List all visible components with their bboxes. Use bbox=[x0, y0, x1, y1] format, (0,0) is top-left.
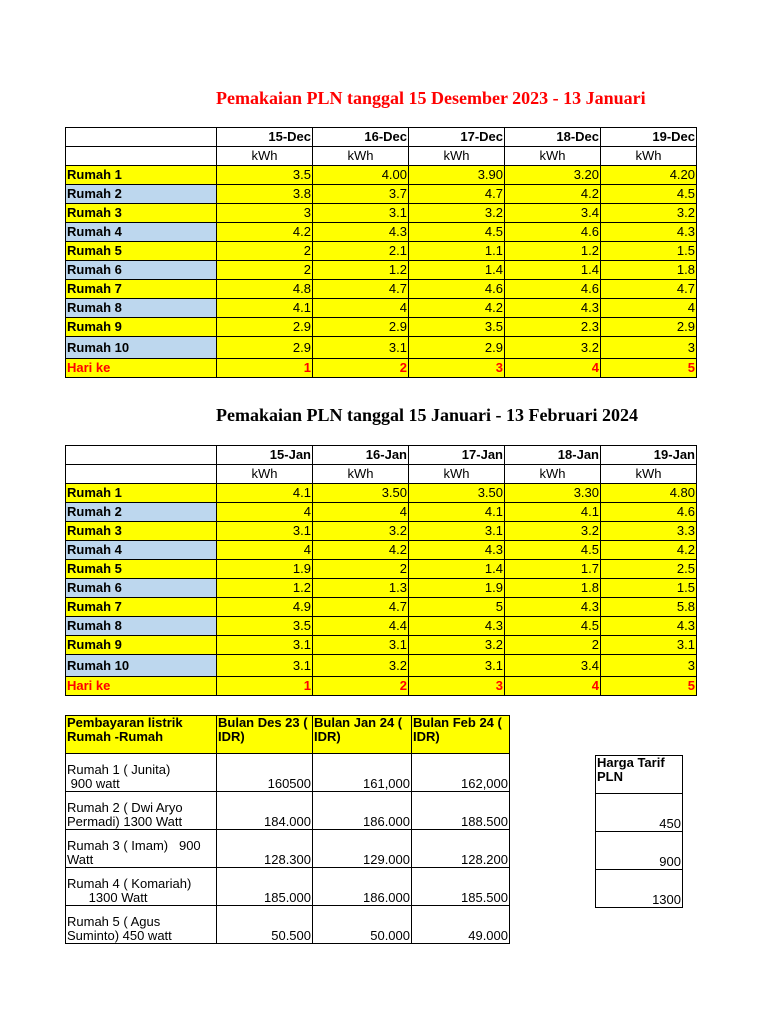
payment-value: 50.000 bbox=[313, 906, 412, 944]
tariff-header bbox=[596, 756, 683, 794]
tariff-header-line2: PLN bbox=[597, 769, 623, 784]
kwh-value: 3.2 bbox=[505, 337, 601, 359]
kwh-value: 1.8 bbox=[601, 261, 697, 280]
kwh-value: 3.3 bbox=[601, 522, 697, 541]
row-label: Rumah 5 bbox=[66, 560, 217, 579]
payment-header-row bbox=[66, 716, 510, 754]
kwh-value: 3.2 bbox=[313, 522, 409, 541]
payment-value: 186.000 bbox=[313, 792, 412, 830]
kwh-value: 2.9 bbox=[217, 318, 313, 337]
kwh-value: 4.7 bbox=[313, 598, 409, 617]
date-header: 19-Jan bbox=[601, 446, 697, 465]
house-label-cell bbox=[66, 754, 217, 792]
kwh-value: 2 bbox=[505, 636, 601, 655]
kwh-value: 3.2 bbox=[409, 204, 505, 223]
row-label: Rumah 10 bbox=[66, 337, 217, 359]
table-row bbox=[66, 868, 510, 906]
kwh-value: 1.8 bbox=[505, 579, 601, 598]
kwh-value: 4.3 bbox=[409, 617, 505, 636]
kwh-value: 3.5 bbox=[409, 318, 505, 337]
unit-cell: kWh bbox=[505, 147, 601, 166]
kwh-value: 1.3 bbox=[313, 579, 409, 598]
kwh-value: 4.20 bbox=[601, 166, 697, 185]
house-watt: 900 watt bbox=[67, 776, 120, 791]
kwh-value: 2.9 bbox=[409, 337, 505, 359]
kwh-value: 5.8 bbox=[601, 598, 697, 617]
kwh-value: 4.2 bbox=[409, 299, 505, 318]
table-row bbox=[66, 560, 697, 579]
payment-header: Bulan Jan 24 ( IDR) bbox=[313, 716, 412, 754]
kwh-value: 4.3 bbox=[505, 598, 601, 617]
kwh-value: 4 bbox=[217, 541, 313, 560]
row-label: Rumah 7 bbox=[66, 280, 217, 299]
date-header: 18-Dec bbox=[505, 128, 601, 147]
kwh-value: 3.1 bbox=[313, 204, 409, 223]
kwh-value: 4.7 bbox=[313, 280, 409, 299]
kwh-value: 4.6 bbox=[505, 223, 601, 242]
row-label: Rumah 9 bbox=[66, 636, 217, 655]
house-label-cell bbox=[66, 906, 217, 944]
table-row bbox=[66, 261, 697, 280]
kwh-value: 4.3 bbox=[313, 223, 409, 242]
kwh-value: 1.2 bbox=[217, 579, 313, 598]
table-row bbox=[66, 617, 697, 636]
table-row bbox=[66, 318, 697, 337]
unit-cell: kWh bbox=[217, 465, 313, 484]
date-header: 16-Dec bbox=[313, 128, 409, 147]
table-row bbox=[66, 655, 697, 677]
table-row bbox=[66, 337, 697, 359]
kwh-value: 4.2 bbox=[505, 185, 601, 204]
unit-row bbox=[66, 465, 697, 484]
date-header-row bbox=[66, 446, 697, 465]
day-number: 4 bbox=[505, 359, 601, 378]
kwh-value: 3.4 bbox=[505, 655, 601, 677]
corner-cell bbox=[66, 446, 217, 465]
kwh-value: 4 bbox=[217, 503, 313, 522]
blank-cell bbox=[66, 147, 217, 166]
table-row bbox=[66, 242, 697, 261]
kwh-value: 3.1 bbox=[601, 636, 697, 655]
kwh-value: 1.1 bbox=[409, 242, 505, 261]
unit-cell: kWh bbox=[601, 147, 697, 166]
tariff-header-row bbox=[596, 756, 683, 794]
kwh-value: 4.1 bbox=[217, 299, 313, 318]
kwh-value: 4.1 bbox=[505, 503, 601, 522]
table-row bbox=[66, 579, 697, 598]
kwh-value: 4.2 bbox=[601, 541, 697, 560]
day-number: 3 bbox=[409, 677, 505, 696]
section1-title: Pemakaian PLN tanggal 15 Desember 2023 - 13 Januari bbox=[216, 88, 646, 108]
kwh-value: 3.20 bbox=[505, 166, 601, 185]
kwh-value: 3.2 bbox=[313, 655, 409, 677]
date-header: 17-Dec bbox=[409, 128, 505, 147]
tariff-value: 1300 bbox=[596, 870, 683, 908]
house-label-cell bbox=[66, 868, 217, 906]
kwh-value: 3.90 bbox=[409, 166, 505, 185]
kwh-value: 4.5 bbox=[409, 223, 505, 242]
kwh-value: 4.8 bbox=[217, 280, 313, 299]
table-row bbox=[66, 792, 510, 830]
table-row bbox=[66, 522, 697, 541]
kwh-value: 4.4 bbox=[313, 617, 409, 636]
payment-value: 185.000 bbox=[217, 868, 313, 906]
kwh-value: 3.4 bbox=[505, 204, 601, 223]
kwh-value: 4.3 bbox=[505, 299, 601, 318]
payment-value: 128.300 bbox=[217, 830, 313, 868]
row-label: Rumah 5 bbox=[66, 242, 217, 261]
table-row bbox=[66, 503, 697, 522]
kwh-value: 3.30 bbox=[505, 484, 601, 503]
house-label-cell bbox=[66, 792, 217, 830]
kwh-value: 4.3 bbox=[601, 223, 697, 242]
kwh-value: 1.4 bbox=[409, 560, 505, 579]
kwh-value: 4.9 bbox=[217, 598, 313, 617]
kwh-value: 4 bbox=[601, 299, 697, 318]
table-row bbox=[66, 636, 697, 655]
kwh-value: 4 bbox=[313, 299, 409, 318]
day-number: 4 bbox=[505, 677, 601, 696]
table-row bbox=[596, 832, 683, 870]
day-label: Hari ke bbox=[66, 359, 217, 378]
day-number: 2 bbox=[313, 359, 409, 378]
kwh-value: 3.2 bbox=[409, 636, 505, 655]
kwh-value: 1.9 bbox=[217, 560, 313, 579]
unit-cell: kWh bbox=[601, 465, 697, 484]
unit-cell: kWh bbox=[313, 465, 409, 484]
unit-cell: kWh bbox=[217, 147, 313, 166]
kwh-value: 4.6 bbox=[601, 503, 697, 522]
table-row bbox=[66, 906, 510, 944]
kwh-value: 4.2 bbox=[217, 223, 313, 242]
row-label: Rumah 1 bbox=[66, 484, 217, 503]
kwh-value: 4.3 bbox=[601, 617, 697, 636]
kwh-value: 3 bbox=[601, 337, 697, 359]
kwh-value: 3.1 bbox=[217, 655, 313, 677]
kwh-value: 4.7 bbox=[601, 280, 697, 299]
row-label: Rumah 6 bbox=[66, 579, 217, 598]
kwh-value: 2.9 bbox=[217, 337, 313, 359]
day-row bbox=[66, 359, 697, 378]
row-label: Rumah 7 bbox=[66, 598, 217, 617]
blank-cell bbox=[66, 465, 217, 484]
kwh-value: 1.2 bbox=[505, 242, 601, 261]
kwh-value: 4.1 bbox=[409, 503, 505, 522]
table-row bbox=[66, 280, 697, 299]
corner-cell bbox=[66, 128, 217, 147]
kwh-value: 2 bbox=[313, 560, 409, 579]
unit-cell: kWh bbox=[409, 465, 505, 484]
day-number: 2 bbox=[313, 677, 409, 696]
kwh-value: 1.4 bbox=[505, 261, 601, 280]
kwh-value: 3.8 bbox=[217, 185, 313, 204]
payment-table bbox=[65, 715, 510, 944]
row-label: Rumah 9 bbox=[66, 318, 217, 337]
table-row bbox=[66, 484, 697, 503]
house-name: Rumah 3 ( Imam) 900 bbox=[67, 838, 201, 853]
row-label: Rumah 6 bbox=[66, 261, 217, 280]
kwh-value: 3.1 bbox=[409, 522, 505, 541]
payment-value: 186.000 bbox=[313, 868, 412, 906]
kwh-value: 2.5 bbox=[601, 560, 697, 579]
kwh-value: 4.5 bbox=[505, 617, 601, 636]
row-label: Rumah 3 bbox=[66, 204, 217, 223]
kwh-value: 4.6 bbox=[409, 280, 505, 299]
house-name: Rumah 4 ( Komariah) bbox=[67, 876, 192, 891]
kwh-value: 4.6 bbox=[505, 280, 601, 299]
kwh-value: 3.2 bbox=[505, 522, 601, 541]
day-number: 3 bbox=[409, 359, 505, 378]
date-header: 15-Jan bbox=[217, 446, 313, 465]
day-number: 1 bbox=[217, 677, 313, 696]
usage-table-december bbox=[65, 127, 697, 378]
kwh-value: 4.3 bbox=[409, 541, 505, 560]
house-watt: Suminto) 450 watt bbox=[67, 928, 172, 943]
day-number: 5 bbox=[601, 359, 697, 378]
kwh-value: 3.5 bbox=[217, 166, 313, 185]
kwh-value: 1.9 bbox=[409, 579, 505, 598]
kwh-value: 1.2 bbox=[313, 261, 409, 280]
row-label: Rumah 3 bbox=[66, 522, 217, 541]
tariff-table bbox=[595, 755, 683, 908]
kwh-value: 3.1 bbox=[217, 636, 313, 655]
kwh-value: 2.1 bbox=[313, 242, 409, 261]
kwh-value: 3.1 bbox=[313, 636, 409, 655]
kwh-value: 3.2 bbox=[601, 204, 697, 223]
row-label: Rumah 4 bbox=[66, 541, 217, 560]
kwh-value: 4.1 bbox=[217, 484, 313, 503]
table-row bbox=[66, 204, 697, 223]
section2-title: Pemakaian PLN tanggal 15 Januari - 13 Februari 2024 bbox=[216, 405, 638, 425]
row-label: Rumah 8 bbox=[66, 299, 217, 318]
kwh-value: 1.7 bbox=[505, 560, 601, 579]
payment-value: 49.000 bbox=[412, 906, 510, 944]
row-label: Rumah 2 bbox=[66, 185, 217, 204]
kwh-value: 3.1 bbox=[409, 655, 505, 677]
kwh-value: 3 bbox=[217, 204, 313, 223]
payment-value: 162,000 bbox=[412, 754, 510, 792]
kwh-value: 4.5 bbox=[601, 185, 697, 204]
row-label: Rumah 4 bbox=[66, 223, 217, 242]
kwh-value: 4.5 bbox=[505, 541, 601, 560]
table-row bbox=[66, 598, 697, 617]
date-header: 15-Dec bbox=[217, 128, 313, 147]
kwh-value: 3.5 bbox=[217, 617, 313, 636]
day-row bbox=[66, 677, 697, 696]
kwh-value: 4 bbox=[313, 503, 409, 522]
date-header-row bbox=[66, 128, 697, 147]
kwh-value: 1.4 bbox=[409, 261, 505, 280]
table-row bbox=[596, 870, 683, 908]
day-number: 1 bbox=[217, 359, 313, 378]
kwh-value: 2 bbox=[217, 261, 313, 280]
kwh-value: 1.5 bbox=[601, 579, 697, 598]
kwh-value: 2.9 bbox=[601, 318, 697, 337]
tariff-value: 450 bbox=[596, 794, 683, 832]
payment-value: 161,000 bbox=[313, 754, 412, 792]
date-header: 19-Dec bbox=[601, 128, 697, 147]
unit-cell: kWh bbox=[409, 147, 505, 166]
house-label-cell bbox=[66, 830, 217, 868]
payment-header: Bulan Feb 24 ( IDR) bbox=[412, 716, 510, 754]
row-label: Rumah 8 bbox=[66, 617, 217, 636]
tariff-value: 900 bbox=[596, 832, 683, 870]
table-row bbox=[66, 223, 697, 242]
day-number: 5 bbox=[601, 677, 697, 696]
date-header: 16-Jan bbox=[313, 446, 409, 465]
kwh-value: 2 bbox=[217, 242, 313, 261]
table-row bbox=[66, 299, 697, 318]
kwh-value: 3.1 bbox=[217, 522, 313, 541]
kwh-value: 3.50 bbox=[409, 484, 505, 503]
payment-value: 50.500 bbox=[217, 906, 313, 944]
tariff-header-line1: Harga Tarif bbox=[597, 755, 665, 770]
kwh-value: 4.7 bbox=[409, 185, 505, 204]
unit-cell: kWh bbox=[313, 147, 409, 166]
payment-header: Pembayaran listrik Rumah -Rumah bbox=[66, 716, 217, 754]
day-label: Hari ke bbox=[66, 677, 217, 696]
payment-header: Bulan Des 23 ( IDR) bbox=[217, 716, 313, 754]
unit-cell: kWh bbox=[505, 465, 601, 484]
kwh-value: 4.80 bbox=[601, 484, 697, 503]
table-row bbox=[66, 541, 697, 560]
house-watt: Watt bbox=[67, 852, 94, 867]
row-label: Rumah 1 bbox=[66, 166, 217, 185]
kwh-value: 4.2 bbox=[313, 541, 409, 560]
unit-row bbox=[66, 147, 697, 166]
kwh-value: 2.3 bbox=[505, 318, 601, 337]
kwh-value: 4.00 bbox=[313, 166, 409, 185]
house-watt: Permadi) 1300 Watt bbox=[67, 814, 183, 829]
date-header: 18-Jan bbox=[505, 446, 601, 465]
house-name: Rumah 1 ( Junita) bbox=[67, 762, 171, 777]
house-name: Rumah 2 ( Dwi Aryo bbox=[67, 800, 183, 815]
kwh-value: 3.7 bbox=[313, 185, 409, 204]
table-row bbox=[66, 754, 510, 792]
kwh-value: 5 bbox=[409, 598, 505, 617]
kwh-value: 3 bbox=[601, 655, 697, 677]
row-label: Rumah 10 bbox=[66, 655, 217, 677]
payment-value: 184.000 bbox=[217, 792, 313, 830]
table-row bbox=[66, 185, 697, 204]
table-row bbox=[66, 830, 510, 868]
table-row bbox=[66, 166, 697, 185]
row-label: Rumah 2 bbox=[66, 503, 217, 522]
kwh-value: 3.1 bbox=[313, 337, 409, 359]
payment-value: 129.000 bbox=[313, 830, 412, 868]
payment-value: 188.500 bbox=[412, 792, 510, 830]
payment-value: 128.200 bbox=[412, 830, 510, 868]
kwh-value: 1.5 bbox=[601, 242, 697, 261]
payment-value: 160500 bbox=[217, 754, 313, 792]
kwh-value: 2.9 bbox=[313, 318, 409, 337]
usage-table-january bbox=[65, 445, 697, 696]
date-header: 17-Jan bbox=[409, 446, 505, 465]
house-name: Rumah 5 ( Agus bbox=[67, 914, 161, 929]
kwh-value: 3.50 bbox=[313, 484, 409, 503]
payment-value: 185.500 bbox=[412, 868, 510, 906]
house-watt: 1300 Watt bbox=[67, 890, 148, 905]
table-row bbox=[596, 794, 683, 832]
